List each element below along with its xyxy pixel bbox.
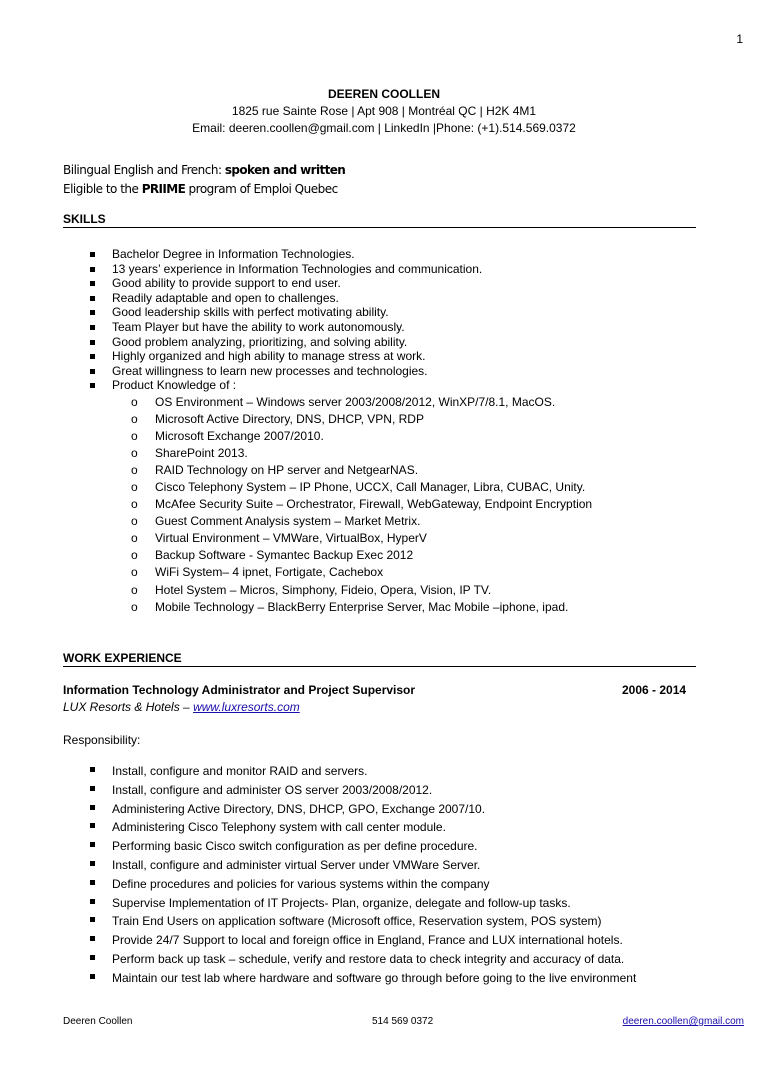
language-prefix: Bilingual English and French: [63, 163, 225, 177]
responsibility-item: Supervise Implementation of IT Projects- Plan, organize, delegate and follow-up tasks. [87, 894, 636, 913]
product-knowledge-item: o McAfee Security Suite – Orchestrator, Firewall, WebGateway, Endpoint Encryption [131, 496, 592, 513]
skill-item: Good leadership skills with perfect motivating ability. [87, 305, 482, 320]
resume-header [0, 86, 768, 137]
responsibility-item: Install, configure and administer OS server 2003/2008/2012. [87, 781, 636, 800]
skill-item: Bachelor Degree in Information Technologies. [87, 247, 482, 262]
product-knowledge-item: o Guest Comment Analysis system – Market Metrix. [131, 513, 592, 530]
product-knowledge-item: o Virtual Environment – VMWare, VirtualBox, HyperV [131, 530, 592, 547]
skill-item: Readily adaptable and open to challenges. [87, 291, 482, 306]
skill-item: Product Knowledge of : [87, 378, 482, 393]
work-experience-heading: WORK EXPERIENCE [63, 651, 182, 665]
product-knowledge-item: o WiFi System– 4 ipnet, Fortigate, Cachebox [131, 564, 592, 581]
language-line [63, 161, 345, 180]
responsibilities-list [87, 762, 636, 988]
footer-phone: 514 569 0372 [372, 1016, 434, 1027]
responsibility-item: Train End Users on application software (Microsoft office, Reservation system, POS system) [87, 912, 636, 931]
contact-line: Email: deeren.coollen@gmail.com | LinkedIn |Phone: (+1).514.569.0372 [192, 121, 576, 135]
responsibility-item: Install, configure and administer virtual Server under VMWare Server. [87, 856, 636, 875]
footer-email-link[interactable]: deeren.coollen@gmail.com [622, 1016, 744, 1027]
product-knowledge-item: o Hotel System – Micros, Simphony, Fideio, Opera, Vision, IP TV. [131, 582, 592, 599]
footer-email [623, 1016, 744, 1027]
skill-item: 13 years’ experience in Information Technologies and communication. [87, 262, 482, 277]
skill-item: Highly organized and high ability to manage stress at work. [87, 349, 482, 364]
eligibility-suffix: program of Emploi Quebec [185, 182, 338, 196]
company-line [63, 700, 300, 714]
skill-item: Good ability to provide support to end user. [87, 276, 482, 291]
product-knowledge-item: o SharePoint 2013. [131, 445, 592, 462]
responsibility-item: Install, configure and monitor RAID and servers. [87, 762, 636, 781]
responsibility-item: Provide 24/7 Support to local and foreign office in England, France and LUX international hotels. [87, 931, 636, 950]
skills-list [87, 247, 482, 393]
page-number: 1 [736, 32, 743, 46]
product-knowledge-item: o OS Environment – Windows server 2003/2008/2012, WinXP/7/8.1, MacOS. [131, 394, 592, 411]
responsibility-label: Responsibility: [63, 733, 141, 747]
product-knowledge-list [131, 394, 592, 616]
responsibility-item: Administering Cisco Telephony system with call center module. [87, 818, 636, 837]
skill-item: Great willingness to learn new processes and technologies. [87, 364, 482, 379]
product-knowledge-item: o Microsoft Active Directory, DNS, DHCP, VPN, RDP [131, 411, 592, 428]
skill-item: Team Player but have the ability to work autonomously. [87, 320, 482, 335]
intro-block [63, 161, 345, 199]
company-website-link[interactable]: www.luxresorts.com [193, 700, 300, 714]
product-knowledge-item: o RAID Technology on HP server and NetgearNAS. [131, 462, 592, 479]
skills-divider [63, 227, 696, 228]
job-dates: 2006 - 2014 [622, 683, 687, 697]
product-knowledge-item: o Backup Software - Symantec Backup Exec 2012 [131, 547, 592, 564]
eligibility-line [63, 180, 345, 199]
responsibility-item: Define procedures and policies for various systems within the company [87, 875, 636, 894]
candidate-name: DEEREN COOLLEN [327, 87, 440, 101]
skill-item: Good problem analyzing, prioritizing, and solving ability. [87, 335, 482, 350]
skills-heading: SKILLS [63, 212, 106, 226]
footer-name: Deeren Coollen [63, 1016, 133, 1027]
program-name: PRIIME [141, 182, 186, 196]
company-name: LUX Resorts & Hotels – [63, 700, 194, 714]
language-bold: spoken and written [224, 163, 346, 177]
responsibility-item: Administering Active Directory, DNS, DHCP, GPO, Exchange 2007/10. [87, 800, 636, 819]
responsibility-item: Maintain our test lab where hardware and software go through before going to the live environment [87, 969, 636, 988]
product-knowledge-item: o Cisco Telephony System – IP Phone, UCCX, Call Manager, Libra, CUBAC, Unity. [131, 479, 592, 496]
work-divider [63, 666, 696, 667]
responsibility-item: Perform back up task – schedule, verify and restore data to check integrity and accuracy of data. [87, 950, 636, 969]
responsibility-item: Performing basic Cisco switch configuration as per define procedure. [87, 837, 636, 856]
product-knowledge-item: o Microsoft Exchange 2007/2010. [131, 428, 592, 445]
eligibility-prefix: Eligible to the [63, 182, 142, 196]
job-title: Information Technology Administrator and Project Supervisor [63, 683, 416, 697]
product-knowledge-item: o Mobile Technology – BlackBerry Enterprise Server, Mac Mobile –iphone, ipad. [131, 599, 592, 616]
address-line: 1825 rue Sainte Rose | Apt 908 | Montréal QC | H2K 4M1 [231, 104, 537, 118]
